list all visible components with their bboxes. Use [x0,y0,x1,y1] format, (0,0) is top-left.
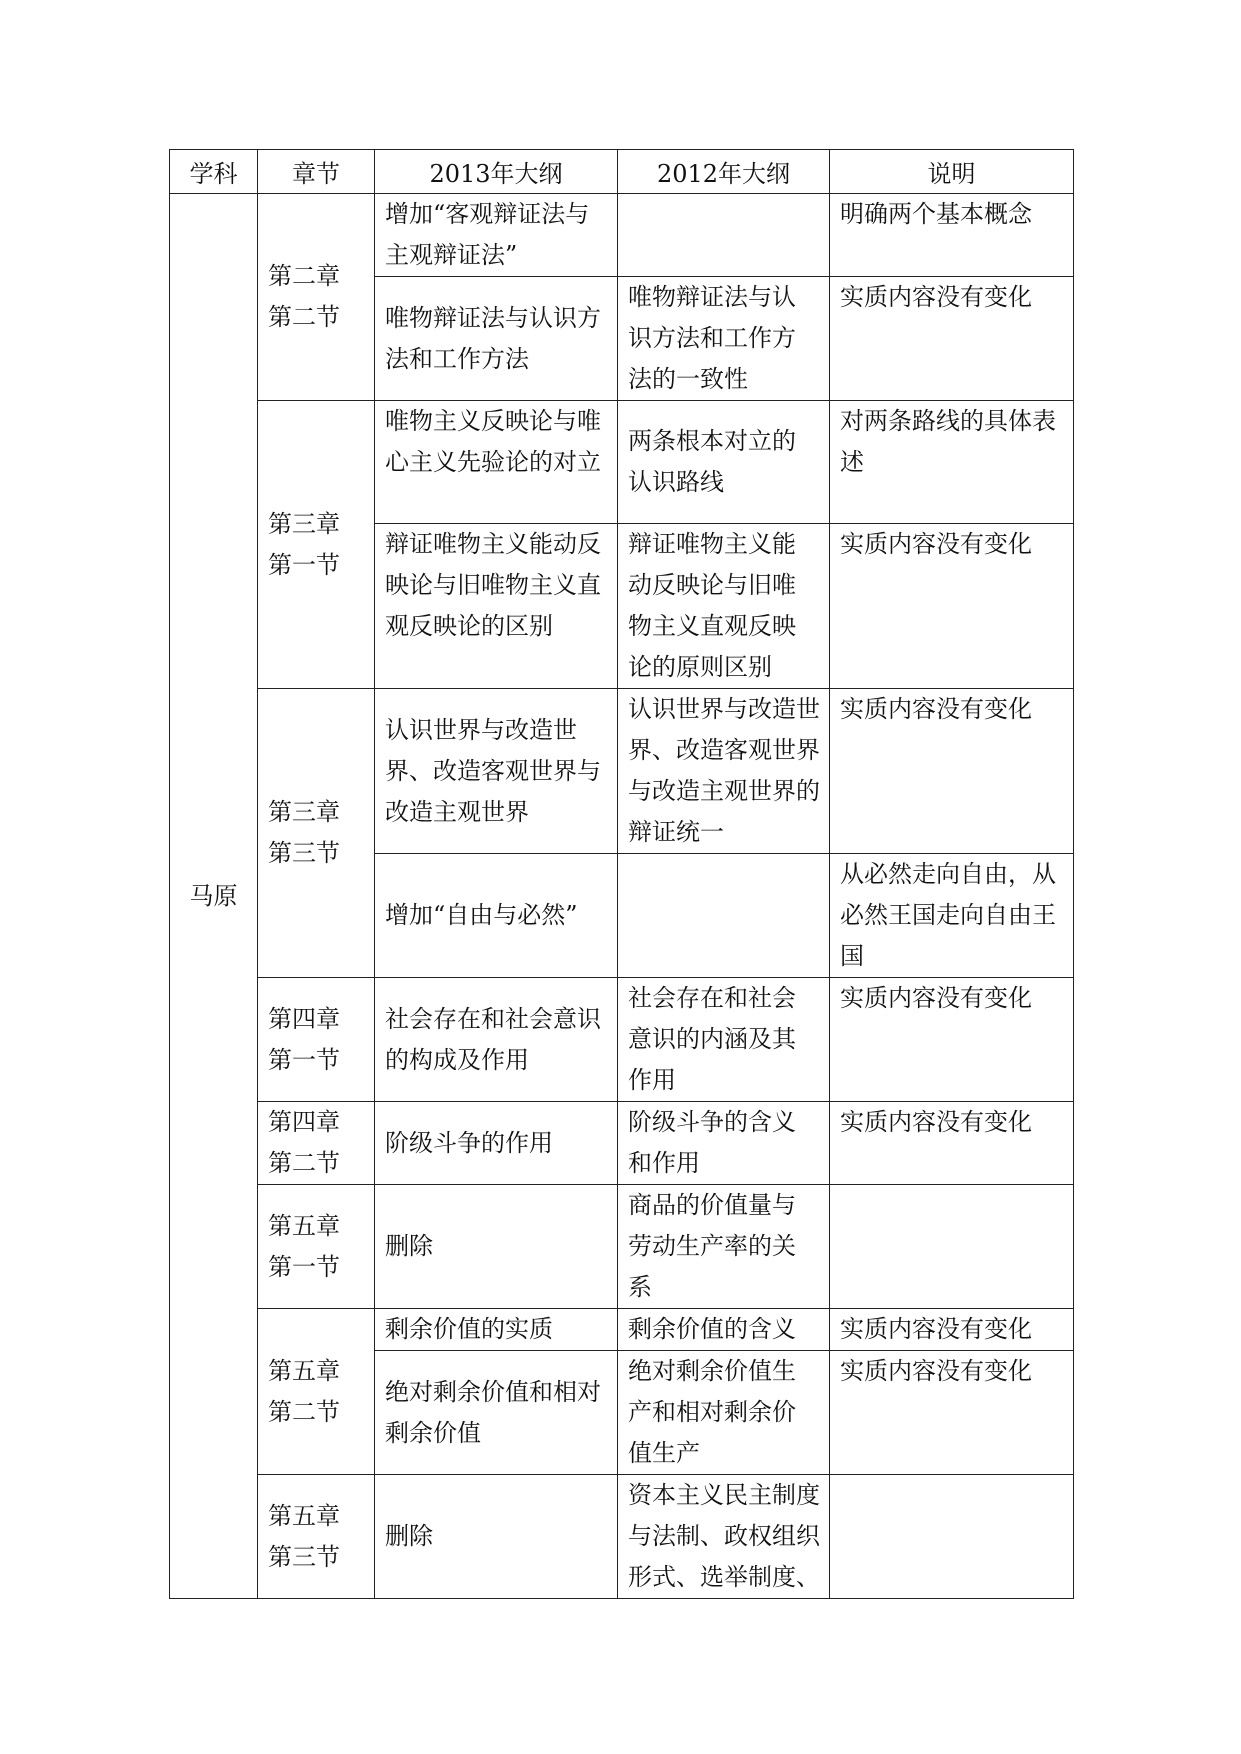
notes-cell: 实质内容没有变化 [830,1102,1074,1185]
outline-2012-cell: 认识世界与改造世界、改造客观世界与改造主观世界的辩证统一 [618,689,830,854]
chapter-cell: 第三章 第一节 [258,401,375,689]
outline-2013-cell: 辩证唯物主义能动反映论与旧唯物主义直观反映论的区别 [375,524,618,689]
table-row [170,1309,1074,1351]
outline-2013-cell: 社会存在和社会意识的构成及作用 [375,978,618,1102]
notes-cell: 对两条路线的具体表述 [830,401,1074,524]
header-subject: 学科 [170,150,258,194]
chapter-cell: 第二章 第二节 [258,194,375,401]
outline-2012-cell: 商品的价值量与劳动生产率的关系 [618,1185,830,1309]
chapter-cell: 第五章 第一节 [258,1185,375,1309]
notes-cell: 实质内容没有变化 [830,524,1074,689]
table-header-row [170,150,1074,194]
notes-cell: 实质内容没有变化 [830,1309,1074,1351]
table-row [170,689,1074,854]
chapter-cell: 第四章 第二节 [258,1102,375,1185]
chapter-cell: 第三章 第三节 [258,689,375,978]
outline-2013-cell: 唯物辩证法与认识方法和工作方法 [375,277,618,401]
table-row [170,194,1074,277]
outline-2013-cell: 删除 [375,1475,618,1599]
notes-cell: 实质内容没有变化 [830,277,1074,401]
notes-cell: 实质内容没有变化 [830,1351,1074,1475]
chapter-cell: 第五章 第二节 [258,1309,375,1475]
outline-2012-cell: 唯物辩证法与认识方法和工作方法的一致性 [618,277,830,401]
outline-2013-cell: 认识世界与改造世界、改造客观世界与改造主观世界 [375,689,618,854]
chapter-cell: 第五章 第三节 [258,1475,375,1599]
outline-2013-cell: 绝对剩余价值和相对剩余价值 [375,1351,618,1475]
outline-comparison-table [169,149,1074,1599]
notes-cell: 明确两个基本概念 [830,194,1074,277]
outline-2013-cell: 阶级斗争的作用 [375,1102,618,1185]
outline-2012-cell: 资本主义民主制度与法制、政权组织形式、选举制度、 [618,1475,830,1599]
chapter-cell: 第四章 第一节 [258,978,375,1102]
table-row [170,1475,1074,1599]
table-row [170,978,1074,1102]
header-outline-2012: 2012年大纲 [618,150,830,194]
outline-2012-cell: 两条根本对立的认识路线 [618,401,830,524]
notes-cell: 实质内容没有变化 [830,978,1074,1102]
header-outline-2013: 2013年大纲 [375,150,618,194]
notes-cell: 从必然走向自由，从必然王国走向自由王国 [830,854,1074,978]
outline-2012-cell [618,854,830,978]
notes-cell [830,1475,1074,1599]
outline-2013-cell: 删除 [375,1185,618,1309]
outline-2012-cell [618,194,830,277]
outline-2013-cell: 增加“自由与必然” [375,854,618,978]
outline-2012-cell: 剩余价值的含义 [618,1309,830,1351]
table-row [170,401,1074,524]
table-row [170,1102,1074,1185]
outline-2012-cell: 社会存在和社会意识的内涵及其作用 [618,978,830,1102]
outline-2013-cell: 唯物主义反映论与唯心主义先验论的对立 [375,401,618,524]
header-chapter: 章节 [258,150,375,194]
subject-cell: 马原 [170,194,258,1599]
outline-2012-cell: 阶级斗争的含义和作用 [618,1102,830,1185]
outline-2013-cell: 增加“客观辩证法与主观辩证法” [375,194,618,277]
outline-2012-cell: 辩证唯物主义能动反映论与旧唯物主义直观反映论的原则区别 [618,524,830,689]
outline-2012-cell: 绝对剩余价值生产和相对剩余价值生产 [618,1351,830,1475]
header-notes: 说明 [830,150,1074,194]
notes-cell [830,1185,1074,1309]
table-row [170,1185,1074,1309]
outline-2013-cell: 剩余价值的实质 [375,1309,618,1351]
notes-cell: 实质内容没有变化 [830,689,1074,854]
